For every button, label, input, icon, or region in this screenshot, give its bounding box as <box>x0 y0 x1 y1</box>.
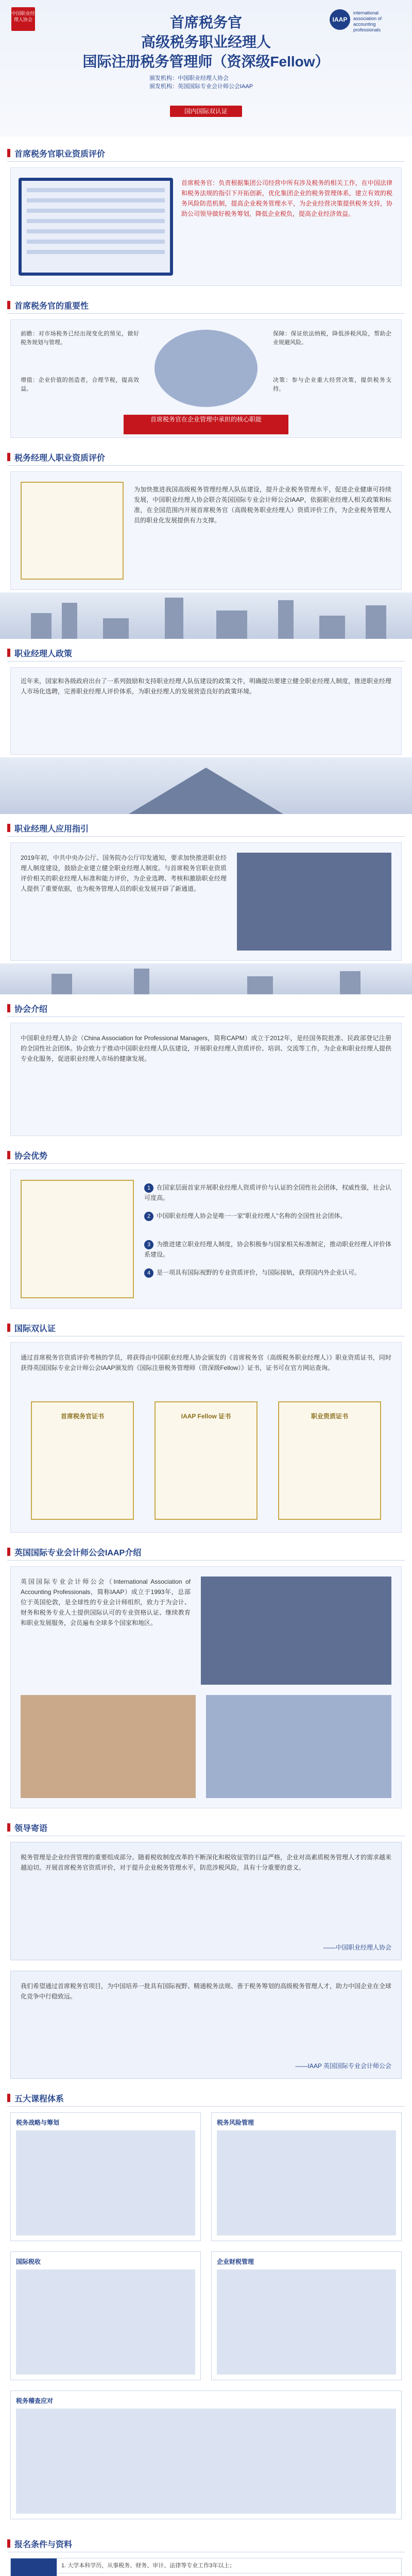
advantage-number: 1 <box>144 1183 153 1193</box>
section-6-heading <box>0 999 412 1017</box>
course-name: 国际税收 <box>16 2258 41 2265</box>
page-title-2: 高级税务职业经理人 <box>141 34 271 50</box>
meeting-photo <box>237 853 391 951</box>
building <box>134 969 149 994</box>
certificate-3 <box>278 1401 381 1520</box>
leader-quote-1-sign: ——中国职业经理人协会 <box>323 1944 391 1951</box>
mountain <box>129 768 283 814</box>
table-row <box>11 2573 402 2576</box>
capm-logo-text: 中国职业经理人协会 <box>11 11 35 22</box>
page-title-1: 首席税务官 <box>169 14 242 30</box>
building <box>247 976 273 994</box>
building <box>52 974 72 994</box>
divider <box>7 661 405 662</box>
condition-cell <box>57 2573 402 2576</box>
section-marker <box>7 649 10 657</box>
advantage-text: 是一项具有国际视野的专业资质评价，与国际接轨，获得国内外企业认可。 <box>157 1269 361 1276</box>
screen-row <box>27 250 165 254</box>
table-row <box>11 2558 402 2573</box>
certificate-3-label: 职业资质证书 <box>311 1413 348 1420</box>
importance-point-3: 增值：企业价值的创造者，合理节税，提高效益。 <box>21 377 139 392</box>
advantage-number: 4 <box>144 1268 153 1278</box>
building <box>340 971 360 994</box>
section-title: 税务经理人职业资质评价 <box>14 454 106 463</box>
center-illustration <box>154 330 258 407</box>
section-title: 协会介绍 <box>14 1005 48 1014</box>
section-title: 领导寄语 <box>14 1824 48 1833</box>
header <box>0 0 412 137</box>
leader-quote-1-text: 税务管理是企业经营管理的重要组成部分。随着税收制度改革的不断深化和税收征管的日益严格，企业对高素质税务管理人才的需求越来越迫切。开展首席税务官资质评价，对于提升企业税务管理水平，防范涉税风险，具有十分重要的意义。 <box>21 1854 392 1871</box>
section-marker <box>7 1004 10 1012</box>
importance-point-4: 决策：参与企业重大经营决策，提供税务支持。 <box>273 377 391 392</box>
certificate-2 <box>154 1401 258 1520</box>
page-title-3: 国际注册税务管理师（资深级Fellow） <box>82 54 330 70</box>
section-1-text: 首席税务官：负责根据集团公司经营中所有涉及税务的相关工作，在中国法律和税务法规的指引下开拓创新，优化集团企业的税务管理体系，建立有效的税务风险防范机制，提高企业税务管理水平，为企业经营决策提供税务支持，协助公司领导做好税务筹划，降低企业税负，提高企业经济效益。 <box>181 179 392 217</box>
section-6-text: 中国职业经理人协会（China Association for Professional Managers，简称CAPM）成立于2012年，是经国务院批准、民政部登记注册的全国性社会团体。协会致力于推动中国职业经理人队伍建设，开展职业经理人资质评价、培训、交流等工作，为企业和职业经理人提供专业化服务，促进职业经理人市场的健康发展。 <box>21 1035 392 1062</box>
certificate-1-label: 首席税务官证书 <box>60 1413 104 1420</box>
course-image <box>217 2269 396 2375</box>
screen-row <box>27 229 165 233</box>
section-1-heading <box>0 144 412 162</box>
dual-cert-badge: 国内国际双认证 <box>170 106 242 117</box>
advantage-text: 为推进建立职业经理人制度，协会积极参与国家相关标准制定，推动职业经理人评价体系建设。 <box>144 1241 392 1258</box>
section-marker <box>7 1823 10 1832</box>
section-2-heading <box>0 296 412 314</box>
course-name: 企业财税管理 <box>217 2258 254 2265</box>
section-5-heading <box>0 819 412 837</box>
course-image <box>16 2409 396 2514</box>
section-5-text: 2019年初，中共中央办公厅、国务院办公厅印发通知，要求加快推进职业经理人制度建设，鼓励企业建立健全职业经理人制度。与首席税务官职业资质评价相关的职业经理人标准和能力评价，为企业选聘、考核和激励职业经理人提供了重要依据，也为税务管理人员的职业发展开辟了新通道。 <box>21 854 227 892</box>
course-card-1 <box>10 2112 201 2241</box>
importance-point-2: 保障：保证依法纳税，降低涉税风险，帮助企业规避风险。 <box>273 331 391 346</box>
divider <box>7 161 405 162</box>
section-title: 报名条件与资料 <box>14 2540 73 2549</box>
requirements-table <box>10 2558 402 2576</box>
section-title: 首席税务官的重要性 <box>14 302 89 311</box>
divider <box>7 1560 405 1561</box>
section-title: 首席税务官职业资质评价 <box>14 150 106 159</box>
section-marker <box>7 1548 10 1556</box>
course-name: 税务战略与筹划 <box>16 2119 60 2126</box>
advantage-3 <box>144 1239 391 1260</box>
issuer-1: 颁发机构：中国职业经理人协会 <box>149 75 229 81</box>
building <box>103 618 129 639</box>
course-card-5 <box>10 2391 402 2519</box>
divider <box>7 313 405 314</box>
divider <box>7 1163 405 1164</box>
advantage-text: 在国家层面首家开展职业经理人资质评价与认证的全国性社会团体，权威性强，社会认可度高。 <box>144 1184 392 1201</box>
section-3-heading <box>0 448 412 466</box>
document-image <box>21 482 124 580</box>
section-marker <box>7 1324 10 1332</box>
skyline-divider-1 <box>0 592 412 639</box>
course-image <box>16 2130 195 2235</box>
advantage-1 <box>144 1182 391 1203</box>
advantage-4 <box>144 1267 391 1278</box>
association-plaque <box>21 1180 134 1298</box>
course-image <box>217 2130 396 2235</box>
section-marker <box>7 2539 10 2548</box>
course-card-4 <box>211 2251 402 2380</box>
conditions-label <box>11 2558 57 2576</box>
condition-cell: 1. 大学本科学历，从事税务、财务、审计、法律等专业工作3年以上； <box>57 2558 402 2573</box>
course-name: 税务风险管理 <box>217 2119 254 2126</box>
skyline-divider-2 <box>0 963 412 994</box>
section-7-heading <box>0 1146 412 1164</box>
course-card-2 <box>211 2112 402 2241</box>
course-name: 税务稽查应对 <box>16 2397 54 2404</box>
leader-quote-2-text: 我们希望通过首席税务官项目，为中国培养一批具有国际视野、精通税务法规、善于税务筹划的高级税务管理人才，助力中国企业在全球化竞争中行稳致远。 <box>21 1982 392 2000</box>
section-title: 职业经理人政策 <box>14 650 73 658</box>
advantage-2 <box>144 1211 391 1221</box>
section-11-heading <box>0 2089 412 2107</box>
section-4-heading <box>0 644 412 662</box>
website-screenshot <box>19 178 173 276</box>
screen-row <box>27 188 165 192</box>
section-marker <box>7 2094 10 2102</box>
section-8-heading <box>0 1319 412 1336</box>
building <box>31 613 52 639</box>
divider <box>7 836 405 837</box>
section-9-heading <box>0 1543 412 1561</box>
building <box>216 611 247 639</box>
importance-banner: 首席税务官在企业管理中承担的核心职能 <box>124 415 288 434</box>
iaap-group-photo <box>201 1577 391 1685</box>
course-card-3 <box>10 2251 201 2380</box>
big-ben-photo <box>206 1695 391 1798</box>
screen-row <box>27 198 165 202</box>
building <box>278 600 294 639</box>
section-title: 职业经理人应用指引 <box>14 825 89 834</box>
advantage-number: 3 <box>144 1240 153 1249</box>
building <box>319 616 345 639</box>
london-photo <box>21 1695 196 1798</box>
iaap-logo-mark: IAAP <box>330 9 350 30</box>
section-3-text: 为加快推进我国高级税务管理经理人队伍建设，提升企业税务管理水平，促进企业健康可持续发展，中国职业经理人协会联合英国国际专业会计师公会IAAP，依据职业经理人相关政策和标准，在全国范围内开展首席税务官（高级税务职业经理人）资质评价工作，为企业税务管理人员的职业化发展提供有力支撑。 <box>134 486 391 524</box>
certificate-1 <box>31 1401 134 1520</box>
certificate-2-label: IAAP Fellow 证书 <box>181 1413 231 1420</box>
divider <box>7 1016 405 1017</box>
section-4-text: 近年来，国家和各级政府出台了一系列鼓励和支持职业经理人队伍建设的政策文件，明确提出要建立健全职业经理人制度，推进职业经理人市场化选聘，完善职业经理人评价体系，为职业经理人的发展营造良好的政策环境。 <box>21 677 392 695</box>
section-marker <box>7 824 10 832</box>
section-8-text: 通过首席税务官资质评价考核的学员，将获得由中国职业经理人协会颁发的《首席税务官（高级税务职业经理人）》职业资质证书，同时获得英国国际专业会计师公会IAAP颁发的《国际注册税务管理师（资深级Fellow）》证书，证书可在官方网站查询。 <box>21 1354 391 1371</box>
section-title: 五大课程体系 <box>14 2095 64 2104</box>
section-marker <box>7 1151 10 1159</box>
divider <box>7 465 405 466</box>
leader-quote-2-sign: ——IAAP 英国国际专业会计师公会 <box>295 2062 391 2070</box>
issuer-2: 颁发机构：英国国际专业会计师公会IAAP <box>149 83 253 90</box>
screen-inner <box>22 181 170 273</box>
building <box>62 603 77 639</box>
iaap-logo-text: international association of accounting professionals <box>353 10 382 32</box>
screen-row <box>27 209 165 213</box>
section-marker <box>7 301 10 309</box>
section-marker <box>7 149 10 157</box>
section-9-text: 英国国际专业会计师公会（International Association of Accounting Professionals，简称IAAP）成立于1993年，总部位于英国伦敦，是全球性的专业会计师组织，致力于为会计、财务和税务专业人士提供国际认可的专业资格认证、继续教育和职业发展服务，会员遍布全球多个国家和地区。 <box>21 1578 191 1626</box>
building <box>165 598 183 639</box>
mountain-divider <box>0 757 412 814</box>
advantage-text: 中国职业经理人协会是唯一一家"职业经理人"名称的全国性社会团体。 <box>157 1212 347 1219</box>
section-title: 英国国际专业会计师公会IAAP介绍 <box>14 1549 142 1557</box>
issuer-list <box>149 74 283 91</box>
screen-row <box>27 240 165 244</box>
advantage-number: 2 <box>144 1212 153 1221</box>
divider <box>7 2106 405 2107</box>
section-title: 协会优势 <box>14 1152 48 1161</box>
screen-row <box>27 219 165 223</box>
importance-point-1: 前瞻：对市场税务已经出现变化的预见，做好税务规划与管理。 <box>21 331 139 346</box>
course-image <box>16 2269 195 2375</box>
section-12-heading <box>0 2535 412 2552</box>
section-marker <box>7 453 10 461</box>
building <box>366 605 386 639</box>
section-title: 国际双认证 <box>14 1325 56 1333</box>
section-10-heading <box>0 1819 412 1836</box>
